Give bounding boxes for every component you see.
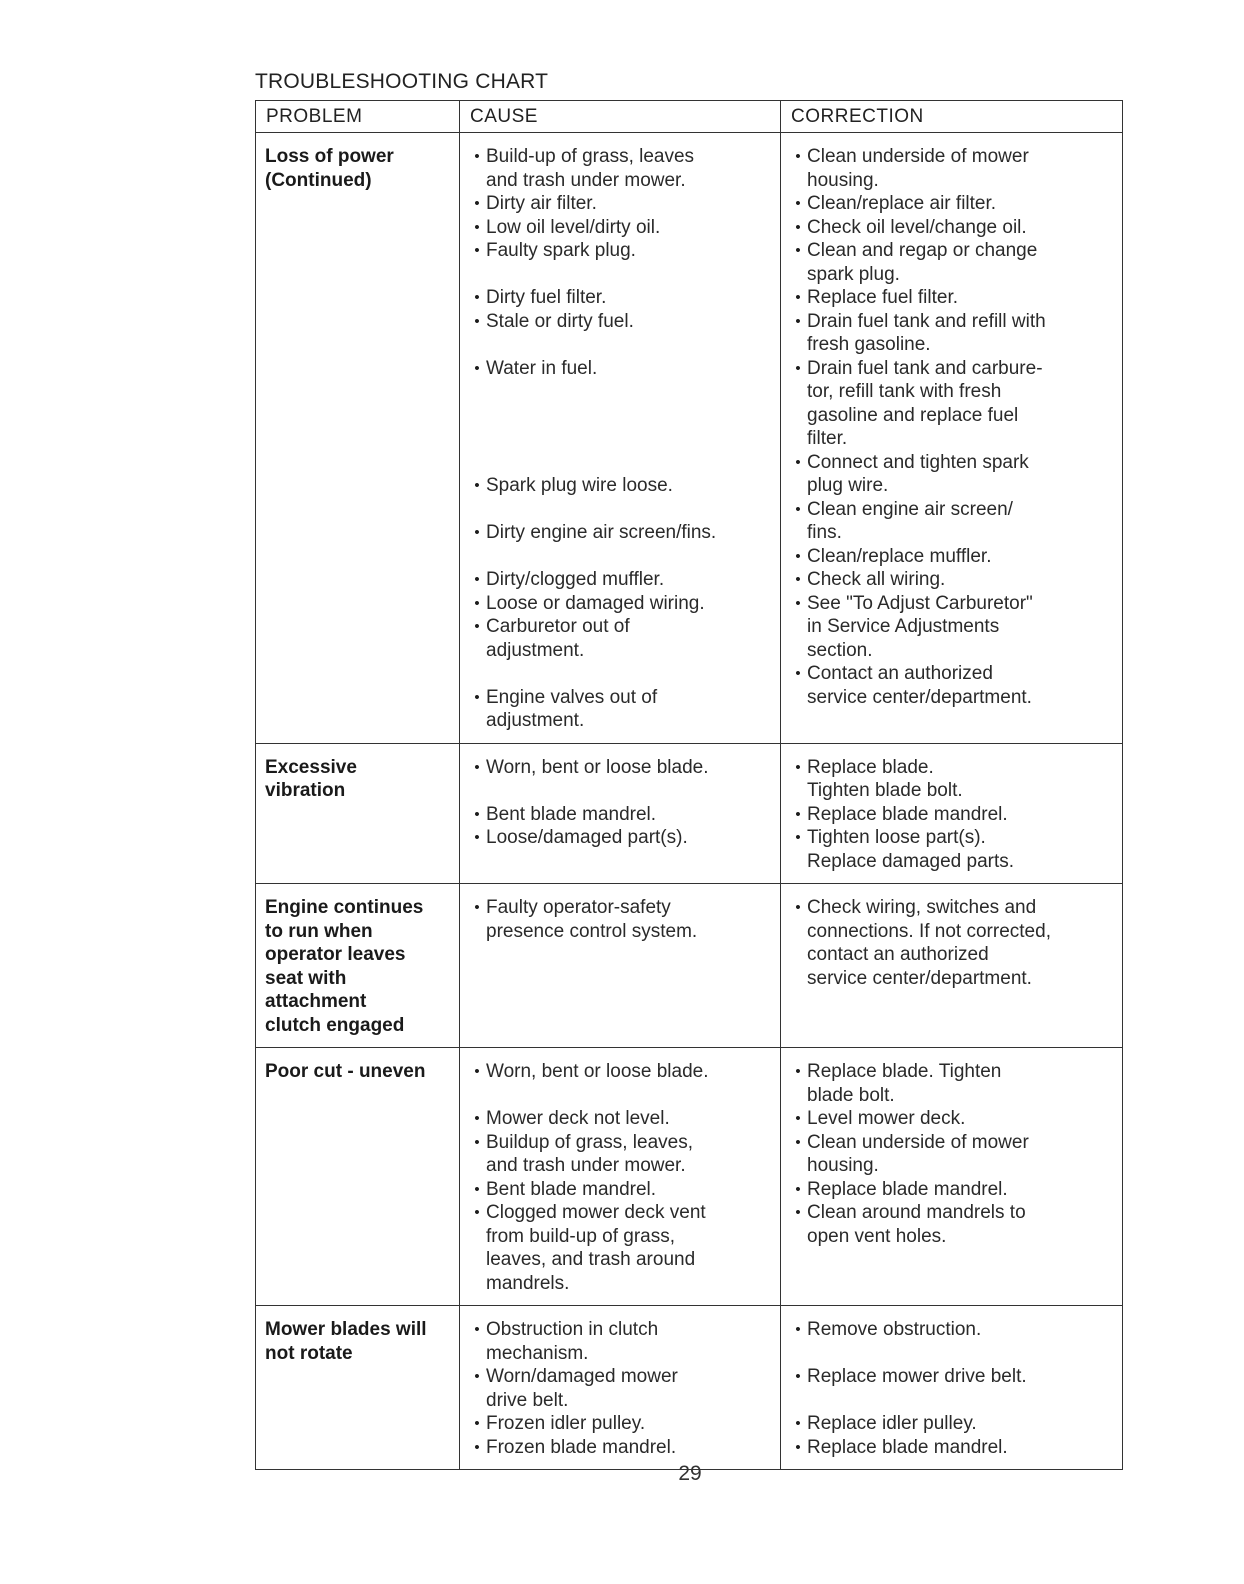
cause-item	[468, 592, 774, 616]
correction-text: Tighten loose part(s). Replace damaged parts.	[807, 827, 1015, 872]
bullet-icon: •	[795, 829, 801, 846]
correction-item	[789, 1365, 1116, 1389]
bullet-icon: •	[474, 1204, 480, 1221]
bullet-icon: •	[795, 453, 801, 471]
correction-text: Replace blade mandrel.	[807, 1178, 1008, 1200]
cause-text: Frozen blade mandrel.	[486, 1436, 677, 1458]
bullet-icon: •	[474, 1438, 480, 1456]
bullet-icon: •	[795, 547, 801, 565]
bullet-icon: •	[474, 805, 480, 823]
bullet-icon: •	[474, 688, 480, 706]
correction-text: Contact an authorized service center/department.	[807, 663, 1032, 708]
correction-cell	[781, 1048, 1123, 1306]
cause-item	[468, 286, 774, 310]
correction-item	[789, 1131, 1116, 1178]
cause-item	[468, 1201, 774, 1295]
correction-text: Replace blade mandrel.	[807, 1436, 1008, 1458]
bullet-icon: •	[795, 500, 801, 518]
bullet-icon: •	[795, 899, 801, 916]
correction-text: Check oil level/change oil.	[807, 216, 1027, 238]
cause-item	[468, 1178, 774, 1202]
cause-text: Low oil level/dirty oil.	[486, 216, 661, 238]
header-row	[256, 101, 1123, 133]
correction-item	[789, 239, 1116, 286]
bullet-icon: •	[474, 359, 480, 377]
correction-item	[789, 826, 1116, 873]
troubleshooting-table	[255, 100, 1123, 1470]
correction-cell	[781, 133, 1123, 744]
bullet-icon: •	[474, 571, 480, 588]
cause-item	[468, 1060, 774, 1084]
header-correction: CORRECTION	[781, 101, 1123, 133]
correction-item	[789, 1412, 1116, 1436]
cause-text: Dirty engine air screen/fins.	[486, 522, 717, 543]
bullet-icon: •	[795, 1110, 801, 1127]
correction-item	[789, 145, 1116, 192]
bullet-icon: •	[474, 1180, 480, 1198]
cause-item	[468, 803, 774, 827]
correction-text: Clean engine air screen/ fins.	[807, 498, 1013, 543]
cause-text: Bent blade mandrel.	[486, 803, 657, 825]
correction-item	[789, 662, 1116, 709]
cause-text: Build-up of grass, leaves and trash under mower.	[486, 146, 695, 191]
cause-text: Faulty operator-safety presence control system.	[486, 897, 698, 942]
correction-item	[789, 1107, 1116, 1131]
bullet-icon: •	[795, 594, 801, 612]
bullet-icon: •	[795, 1321, 801, 1338]
cause-cell	[460, 133, 781, 744]
bullet-icon: •	[474, 524, 480, 541]
table-row	[256, 133, 1123, 744]
cause-cell	[460, 743, 781, 884]
bullet-icon: •	[474, 1368, 480, 1385]
cause-text: Buildup of grass, leaves, and trash under mower.	[486, 1131, 694, 1176]
correction-text: Replace blade mandrel.	[807, 803, 1008, 825]
problem-cell: Poor cut - uneven	[256, 1048, 460, 1306]
bullet-icon: •	[474, 1110, 480, 1127]
cause-item	[468, 756, 774, 780]
cause-cell	[460, 1306, 781, 1470]
correction-item	[789, 310, 1116, 357]
bullet-icon: •	[795, 242, 801, 259]
bullet-icon: •	[795, 148, 801, 165]
bullet-icon: •	[474, 829, 480, 846]
bullet-icon: •	[795, 1438, 801, 1456]
bullet-icon: •	[795, 1180, 801, 1198]
correction-text: See "To Adjust Carburetor" in Service Adjustments section.	[807, 592, 1033, 661]
correction-item	[789, 896, 1116, 990]
chart-title: TROUBLESHOOTING CHART	[255, 70, 549, 93]
correction-text: Check all wiring.	[807, 569, 946, 590]
cause-text: Frozen idler pulley.	[486, 1413, 646, 1434]
correction-text: Clean/replace air filter.	[807, 193, 997, 214]
cause-item	[468, 145, 774, 192]
cause-text: Worn, bent or loose blade.	[486, 756, 709, 778]
cause-text: Worn, bent or loose blade.	[486, 1061, 709, 1082]
cause-item	[468, 310, 774, 334]
correction-text: Replace idler pulley.	[807, 1413, 977, 1434]
bullet-icon: •	[795, 665, 801, 682]
correction-text: Replace mower drive belt.	[807, 1366, 1027, 1387]
bullet-icon: •	[795, 805, 801, 823]
bullet-icon: •	[795, 289, 801, 306]
bullet-icon: •	[474, 758, 480, 776]
correction-item	[789, 357, 1116, 451]
cause-item	[468, 474, 774, 498]
bullet-icon: •	[474, 1415, 480, 1432]
correction-item	[789, 1178, 1116, 1202]
correction-text: Drain fuel tank and refill with fresh gasoline.	[807, 310, 1046, 355]
correction-item	[789, 568, 1116, 592]
cause-text: Water in fuel.	[486, 357, 598, 379]
correction-item	[789, 192, 1116, 216]
cause-item	[468, 216, 774, 240]
correction-cell	[781, 743, 1123, 884]
correction-text: Drain fuel tank and carbure- tor, refill tank with fresh gasoline and replace fuel filter.	[807, 357, 1043, 449]
table-row	[256, 1048, 1123, 1306]
cause-text: Worn/damaged mower drive belt.	[486, 1366, 678, 1411]
cause-item	[468, 615, 774, 662]
correction-text: Replace blade. Tighten blade bolt.	[807, 756, 963, 801]
bullet-icon: •	[474, 618, 480, 635]
cause-item	[468, 568, 774, 592]
cause-item	[468, 357, 774, 381]
table-row	[256, 743, 1123, 884]
correction-item	[789, 1060, 1116, 1107]
correction-text: Remove obstruction.	[807, 1319, 982, 1340]
correction-item	[789, 592, 1116, 663]
cause-text: Dirty/clogged muffler.	[486, 569, 665, 590]
table-body	[256, 133, 1123, 1470]
problem-cell: Mower blades will not rotate	[256, 1306, 460, 1470]
bullet-icon: •	[795, 571, 801, 588]
cause-item	[468, 896, 774, 943]
bullet-icon: •	[474, 1321, 480, 1338]
bullet-icon: •	[474, 1063, 480, 1080]
correction-item	[789, 803, 1116, 827]
correction-item	[789, 1436, 1116, 1460]
cause-item	[468, 1365, 774, 1412]
cause-item	[468, 826, 774, 850]
table-row	[256, 1306, 1123, 1470]
cause-text: Obstruction in clutch mechanism.	[486, 1319, 659, 1364]
bullet-icon: •	[474, 477, 480, 494]
bullet-icon: •	[474, 148, 480, 165]
bullet-icon: •	[795, 359, 801, 377]
correction-text: Clean around mandrels to open vent holes.	[807, 1202, 1026, 1247]
cause-text: Bent blade mandrel.	[486, 1178, 657, 1200]
cause-item	[468, 1107, 774, 1131]
cause-cell	[460, 1048, 781, 1306]
bullet-icon: •	[795, 758, 801, 776]
correction-item	[789, 545, 1116, 569]
bullet-icon: •	[474, 195, 480, 212]
cause-text: Spark plug wire loose.	[486, 475, 673, 496]
correction-text: Check wiring, switches and connections. If not corrected, contact an authorized service center/department.	[807, 897, 1051, 989]
correction-text: Connect and tighten spark plug wire.	[807, 451, 1029, 496]
correction-item	[789, 1318, 1116, 1342]
problem-cell: Excessive vibration	[256, 743, 460, 884]
bullet-icon: •	[474, 242, 480, 259]
cause-item	[468, 1318, 774, 1365]
cause-item	[468, 521, 774, 545]
bullet-icon: •	[795, 1415, 801, 1432]
bullet-icon: •	[795, 312, 801, 330]
correction-item	[789, 216, 1116, 240]
bullet-icon: •	[474, 1133, 480, 1151]
correction-text: Clean underside of mower housing.	[807, 1131, 1029, 1176]
cause-text: Stale or dirty fuel.	[486, 310, 634, 332]
bullet-icon: •	[795, 1133, 801, 1151]
correction-cell	[781, 884, 1123, 1048]
cause-item	[468, 239, 774, 263]
correction-item	[789, 498, 1116, 545]
bullet-icon: •	[795, 1204, 801, 1221]
header-cause: CAUSE	[460, 101, 781, 133]
cause-item	[468, 1131, 774, 1178]
bullet-icon: •	[474, 899, 480, 916]
bullet-icon: •	[795, 1368, 801, 1385]
cause-text: Dirty air filter.	[486, 193, 597, 214]
bullet-icon: •	[795, 218, 801, 236]
bullet-icon: •	[474, 594, 480, 612]
cause-text: Loose/damaged part(s).	[486, 827, 688, 848]
problem-cell: Engine continues to run when operator leaves seat with attachment clutch engaged	[256, 884, 460, 1048]
bullet-icon: •	[795, 1063, 801, 1080]
bullet-icon: •	[474, 218, 480, 236]
bullet-icon: •	[474, 312, 480, 330]
correction-text: Clean/replace muffler.	[807, 545, 992, 567]
table-row	[256, 884, 1123, 1048]
correction-item	[789, 1201, 1116, 1248]
correction-text: Clean and regap or change spark plug.	[807, 240, 1038, 285]
cause-item	[468, 686, 774, 733]
page-number: 29	[678, 1462, 702, 1485]
cause-text: Dirty fuel filter.	[486, 287, 607, 308]
cause-item	[468, 1436, 774, 1460]
cause-text: Loose or damaged wiring.	[486, 592, 705, 614]
cause-item	[468, 1412, 774, 1436]
correction-text: Replace fuel filter.	[807, 287, 959, 308]
cause-cell	[460, 884, 781, 1048]
correction-item	[789, 756, 1116, 803]
cause-text: Faulty spark plug.	[486, 240, 636, 261]
cause-text: Engine valves out of adjustment.	[486, 686, 658, 731]
correction-item	[789, 451, 1116, 498]
bullet-icon: •	[474, 289, 480, 306]
header-problem: PROBLEM	[256, 101, 460, 133]
correction-item	[789, 286, 1116, 310]
correction-text: Replace blade. Tighten blade bolt.	[807, 1061, 1002, 1106]
cause-text: Mower deck not level.	[486, 1108, 670, 1129]
cause-item	[468, 192, 774, 216]
cause-text: Carburetor out of adjustment.	[486, 616, 630, 661]
correction-cell	[781, 1306, 1123, 1470]
cause-text: Clogged mower deck vent from build-up of grass, leaves, and trash around mandrels.	[486, 1202, 706, 1294]
problem-cell: Loss of power (Continued)	[256, 133, 460, 744]
correction-text: Clean underside of mower housing.	[807, 146, 1029, 191]
bullet-icon: •	[795, 195, 801, 212]
correction-text: Level mower deck.	[807, 1108, 966, 1129]
